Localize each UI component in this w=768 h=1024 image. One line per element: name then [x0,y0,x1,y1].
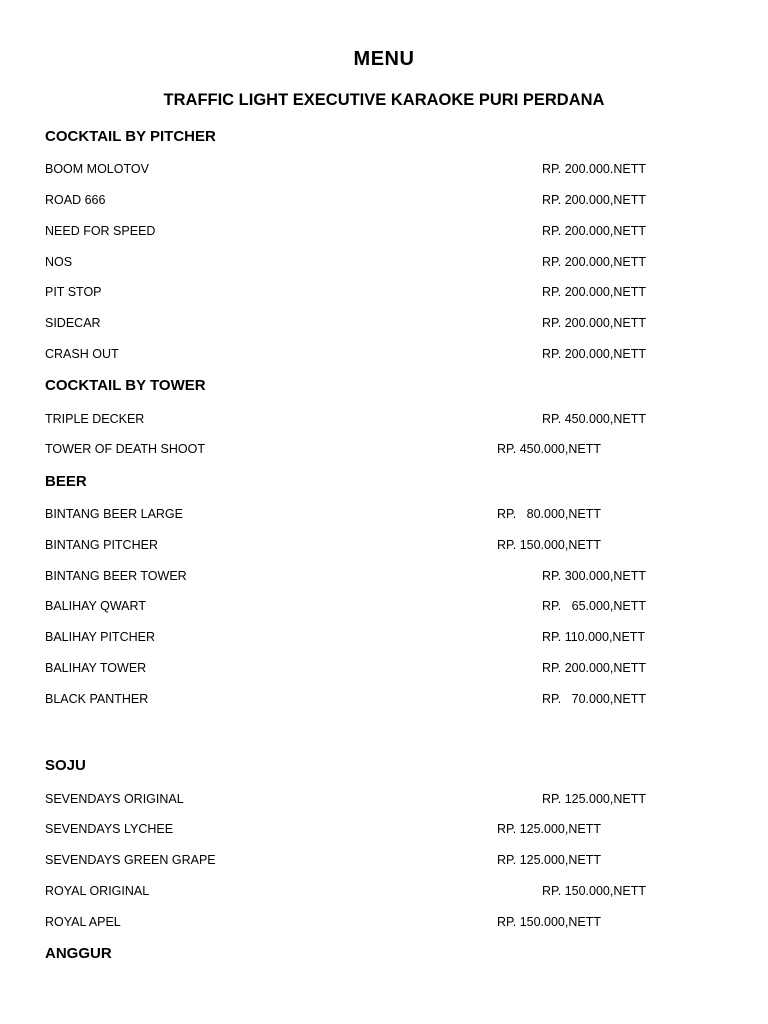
item-name: ROYAL ORIGINAL [45,884,150,898]
item-name: BLACK PANTHER [45,692,149,706]
item-name: BINTANG BEER LARGE [45,507,183,521]
item-price: RP. 80.000,NETT [497,507,601,521]
item-price: RP. 300.000,NETT [542,569,646,583]
item-price: RP. 150.000,NETT [497,538,601,552]
item-name: BALIHAY QWART [45,599,146,613]
item-price: RP. 450.000,NETT [497,442,601,456]
item-name: SEVENDAYS ORIGINAL [45,792,184,806]
item-name: TRIPLE DECKER [45,412,145,426]
item-name: ROAD 666 [45,193,106,207]
item-name: NOS [45,255,73,269]
item-price: RP. 200.000,NETT [542,285,646,299]
item-name: BALIHAY TOWER [45,661,147,675]
item-price: RP. 70.000,NETT [542,692,646,706]
item-name: CRASH OUT [45,347,119,361]
item-name: BALIHAY PITCHER [45,630,155,644]
item-price: RP. 200.000,NETT [542,255,646,269]
item-name: NEED FOR SPEED [45,224,156,238]
section-heading-anggur: ANGGUR [45,945,112,962]
section-heading-cocktail-by-tower: COCKTAIL BY TOWER [45,377,206,394]
item-price: RP. 125.000,NETT [497,822,601,836]
item-price: RP. 200.000.NETT [542,162,646,176]
item-name: SEVENDAYS LYCHEE [45,822,174,836]
item-price: RP. 110.000,NETT [542,630,646,644]
item-price: RP. 450.000,NETT [542,412,646,426]
item-price: RP. 125.000,NETT [497,853,601,867]
menu-title: MENU [353,48,415,70]
item-name: TOWER OF DEATH SHOOT [45,442,205,456]
item-price: RP. 65.000,NETT [542,599,646,613]
section-heading-cocktail-by-pitcher: COCKTAIL BY PITCHER [45,128,216,145]
item-price: RP. 200.000,NETT [542,316,646,330]
item-price: RP. 150.000,NETT [497,915,601,929]
section-heading-soju: SOJU [45,757,86,774]
item-name: BOOM MOLOTOV [45,162,149,176]
section-heading-beer: BEER [45,473,87,490]
item-name: BINTANG PITCHER [45,538,158,552]
item-price: RP. 200.000,NETT [542,347,646,361]
item-price: RP. 200.000,NETT [542,661,646,675]
item-name: ROYAL APEL [45,915,121,929]
item-name: BINTANG BEER TOWER [45,569,187,583]
item-name: SEVENDAYS GREEN GRAPE [45,853,216,867]
item-price: RP. 200.000,NETT [542,224,646,238]
item-price: RP. 125.000,NETT [542,792,646,806]
item-name: SIDECAR [45,316,101,330]
venue-title: TRAFFIC LIGHT EXECUTIVE KARAOKE PURI PERDANA [163,91,605,109]
item-price: RP. 150.000,NETT [542,884,646,898]
item-price: RP. 200.000,NETT [542,193,646,207]
item-name: PIT STOP [45,285,102,299]
